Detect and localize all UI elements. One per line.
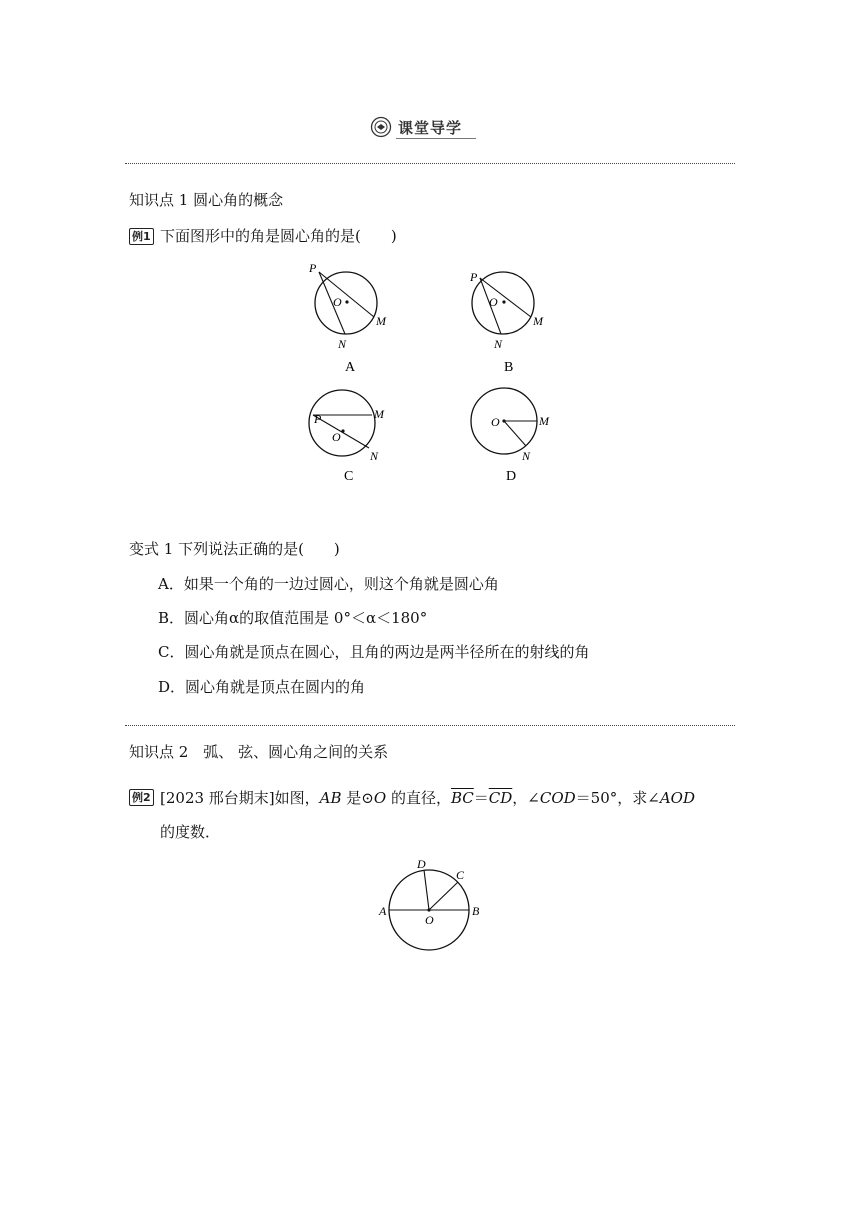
figure-d-caption: D — [506, 469, 517, 484]
figure-b-label-m: M — [533, 314, 543, 328]
variant-1-option-b: B．圆心角α的取值范围是 0°＜α＜180° — [158, 609, 428, 627]
example-2-question-line-1 — [160, 788, 695, 808]
figure-c — [309, 390, 385, 484]
section-header-title: 课堂导学 — [398, 119, 463, 137]
variant-1-option-d: D．圆心角就是顶点在圆内的角 — [158, 678, 366, 696]
figure-a — [308, 261, 387, 375]
figure-c-label-p: P — [314, 412, 322, 426]
ex2-label-o: O — [425, 913, 434, 927]
ex2-label-d: D — [417, 857, 426, 871]
divider-top — [125, 163, 735, 164]
divider-middle — [125, 725, 735, 726]
kp1-title: 知识点 1 圆心角的概念 — [129, 191, 284, 209]
ex2-label-b: B — [472, 904, 480, 918]
figure-c-label-o: O — [332, 430, 341, 444]
ex2-label-c: C — [456, 868, 465, 882]
figure-c-line-pn — [313, 415, 369, 448]
figure-c-label-m: M — [374, 407, 384, 421]
variant-1-question: 变式 1 下列说法正确的是( ) — [129, 540, 340, 558]
figure-a-label-m: M — [376, 314, 386, 328]
figure-a-center — [345, 300, 348, 303]
figure-d-label-m: M — [539, 414, 549, 428]
example-1-question: 下面图形中的角是圆心角的是( ) — [160, 227, 397, 245]
section-header — [370, 116, 500, 140]
figure-b-center — [502, 300, 505, 303]
figure-b — [469, 270, 544, 375]
example-2-o: O — [373, 789, 387, 807]
figure-b-label-p: P — [470, 270, 478, 284]
figure-b-caption: B — [504, 360, 514, 375]
figure-d — [471, 388, 550, 484]
ex2-radius-od — [424, 870, 429, 910]
figure-b-label-o: O — [489, 295, 498, 309]
figure-d-label-n: N — [522, 449, 531, 463]
example-2-text-d: ＝50°，求∠ — [575, 789, 660, 807]
example-2-question-line-2: 的度数． — [160, 823, 221, 841]
figure-a-label-o: O — [333, 295, 342, 309]
figure-c-caption: C — [344, 469, 354, 484]
example-2-text-a: 是⊙ — [341, 789, 374, 807]
figure-c-center — [341, 429, 344, 432]
figure-d-center — [502, 419, 505, 422]
variant-1-option-a: A．如果一个角的一边过圆心，则这个角就是圆心角 — [158, 575, 499, 593]
example-2-text-c: ，∠ — [512, 789, 540, 807]
example-2-cod: COD — [539, 789, 576, 807]
example-2-source: [2023 邢台期末]如图， — [160, 789, 320, 807]
figure-b-label-n: N — [494, 337, 503, 351]
example-2-badge: 例2 — [129, 789, 154, 806]
figure-a-label-p: P — [309, 261, 317, 275]
ex1-figures — [290, 255, 580, 495]
example-2-arc-cd: $\overline{CD}$ — [488, 789, 513, 807]
ex2-radius-oc — [429, 882, 458, 910]
example-2-ab: AB — [319, 789, 342, 807]
ex2-figure — [370, 852, 500, 957]
book-icon — [370, 116, 392, 138]
example-2-aod: AOD — [659, 789, 695, 807]
example-2-eq: ＝ — [473, 789, 489, 807]
variant-1-option-c: C．圆心角就是顶点在圆心，且角的两边是两半径所在的射线的角 — [158, 643, 590, 661]
example-2-arc-bc: $\overline{BC}$ — [450, 789, 474, 807]
kp2-title: 知识点 2 弧、 弦、圆心角之间的关系 — [129, 743, 389, 761]
figure-a-label-n: N — [338, 337, 347, 351]
ex2-label-a: A — [379, 904, 387, 918]
header-underline — [396, 138, 476, 139]
example-2-text-b: 的直径， — [386, 789, 451, 807]
figure-d-line-on — [504, 421, 526, 446]
example-1-badge: 例1 — [129, 228, 154, 245]
figure-a-caption: A — [345, 360, 356, 375]
figure-c-label-n: N — [370, 449, 379, 463]
ex2-center — [427, 908, 430, 911]
figure-d-label-o: O — [491, 415, 500, 429]
